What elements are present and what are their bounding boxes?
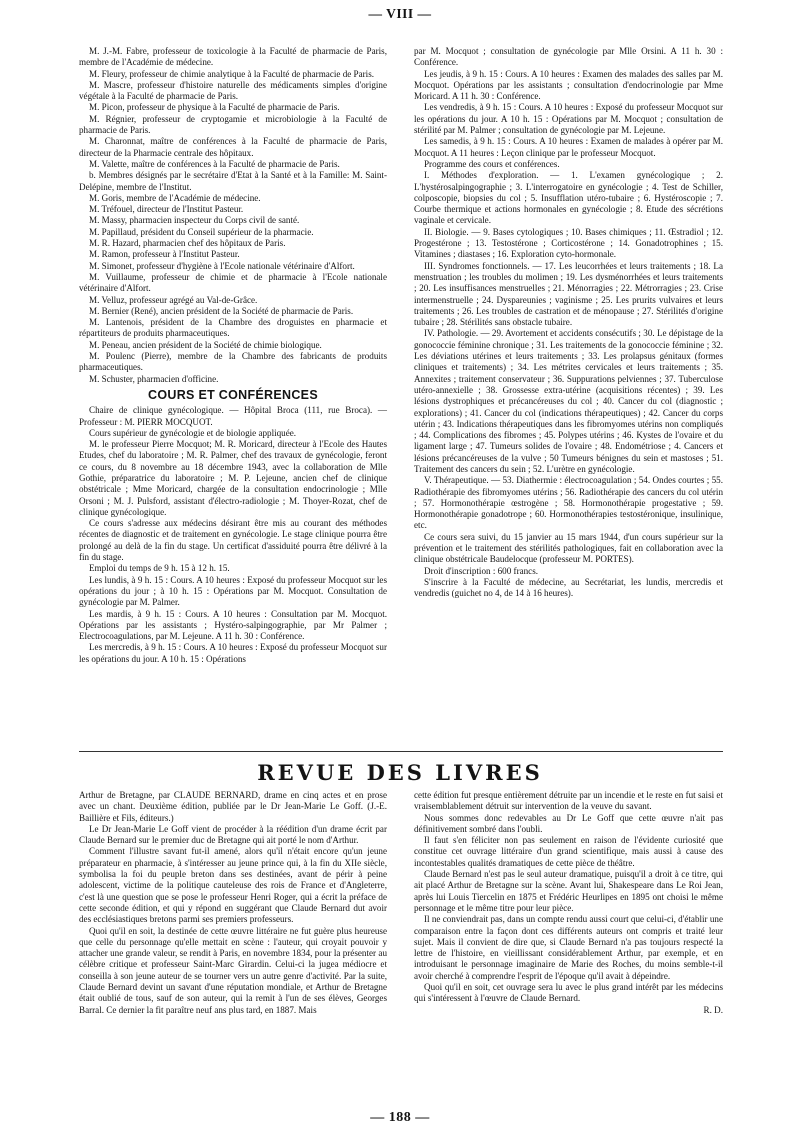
paragraph: M. Fleury, professeur de chimie analytique à la Faculté de pharmacie de Paris. [89,68,375,79]
paragraph: M. Bernier (René), ancien président de la Société de pharmacie de Paris. [89,305,354,316]
paragraph: Ce cours s'adresse aux médecins désirant être mis au courant des méthodes récentes de diagnostic et de traitement en gynécologie. Le stage clinique pourra être prolongé au delà de la fin du stage. Un certificat d'assiduité pourra être délivré à la fin du stage. [79,518,387,563]
review-left-column [79,790,387,1016]
page-number: — 188 — [370,1110,430,1125]
paragraph: Quoi qu'il en soit, cet ouvrage sera lu avec le plus grand intérêt par les médecins qui s'intéressent à l'œuvre de Claude Bernard. [414,982,723,1004]
paragraph: M. Massy, pharmacien inspecteur du Corps civil de santé. [89,215,300,226]
paragraph: M. Lantenois, président de la Chambre des droguistes en pharmacie et répartiteurs de produits pharmaceutiques. [79,317,387,339]
section-divider [79,751,723,752]
book-citation: Arthur de Bretagne, par CLAUDE BERNARD, drame en cinq actes et en prose avec un chant. Deuxième édition, publiée par le Dr Jean-Marie Le Goff. (J.-E. Baillière et Fils, éditeurs.) [79,790,387,823]
paragraph: Claude Bernard n'est pas le seul auteur dramatique, puisqu'il a droit à ce titre, qui ait placé Arthur de Bretagne sur la scène. Avant lui, Shakespeare dans Le Roi Jean, après lui Louis Tiercelin en 1875 et Frédéric Heurlipes en 1895 ont choisi le même personnage et le même titre pour leur pièce. [414,869,723,913]
paragraph: M. Valette, maître de conférences à la Faculté de pharmacie de Paris. [89,158,340,169]
paragraph: Les lundis, à 9 h. 15 : Cours. A 10 heures : Exposé du professeur Mocquot sur les opérations du jour ; à 10 h. 15 : Opérations par M. Mocquot. Consultation de gynécologie par M. Palmer. [79,574,387,608]
paragraph: II. Biologie. — 9. Bases cytologiques ; 10. Bases chimiques ; 11. Œstradiol ; 12. Progestérone ; 13. Testostérone ; Corticostérone ; 14. Gonadotrophines ; 15. Vitamines ; diastases ; 16. Exploration cyto-hormonale. [414,226,723,260]
paragraph: b. Membres désignés par le secrétaire d'Etat à la Santé et à la Famille: M. Saint-Delépine, membre de l'Institut. [79,170,387,192]
paragraph: M. J.-M. Fabre, professeur de toxicologie à la Faculté de pharmacie de Paris, membre de l'Académie de médecine. [79,46,387,68]
paragraph: M. Peneau, ancien président de la Société de chimie biologique. [89,339,322,350]
page-header-number: — VIII — [368,6,432,21]
paragraph: S'inscrire à la Faculté de médecine, au Secrétariat, les lundis, mercredis et vendredis (guichet no 4, de 14 à 16 heures). [414,576,723,599]
paragraph: Ce cours sera suivi, du 15 janvier au 15 mars 1944, d'un cours supérieur sur la prévention et le traitement des stérilités pathologiques, fait en collaboration avec la clinique obstétricale Baudelocque (professeur M. PORTES). [414,531,723,565]
paragraph: I. Méthodes d'exploration. — 1. L'examen gynécologique ; 2. L'hystérosalpingographie ; 3. L'interrogatoire en gynécologie ; 4. Test de Schiller, colposcopie, biopsies du col ; 5. Insufflation utéro-tubaire ; 6. Hystéroscopie ; 7. Courbe thermique et actions hormonales en gynécologie ; 8. Etude des sécrétions vaginale et cervicale. [414,170,723,226]
courses-text [79,405,387,665]
paragraph: M. Tréfouel, directeur de l'Institut Pasteur. [89,204,244,215]
paragraph: M. Poulenc (Pierre), membre de la Chambre des fabricants de produits pharmaceutiques. [79,351,387,373]
left-column-top [79,46,387,665]
section-heading: COURS ET CONFÉRENCES [148,387,318,402]
review-right-column [414,790,723,1016]
committee-list [79,46,387,385]
review-title: REVUE DES LIVRES [257,760,543,785]
paragraph: IV. Pathologie. — 29. Avortement et accidents consécutifs ; 30. Le dépistage de la gonococcie féminine chronique ; 31. Les traitements de la gonococcie féminine ; 32. Les déviations utérines et leurs traitements ; 33. Les prolapsus génitaux (formes cliniques et traitements) ; 34. Les métrites cervicales et leurs traitements ; 35. Annexites ; traitement conservateur ; 36. Suppurations pelviennes ; 37. Tuberculose utéro-annexielle ; 38. Grossesse extra-utérine (acquisitions récentes) ; 39. Les lésions dystrophiques et précancéreuses du col ; 40. Cancer du col (diagnostic ; explorations) ; 41. Cancer du col (indications thérapeutiques) ; 42. Cancer du corps utérin ; 43. Indications thérapeutiques dans les fibromyomes utérins non compliqués ; 44. Complications des fibromes ; 45. Polypes utérins ; 46. Kystes de l'ovaire et du ligament large ; 47. Tumeurs solides de l'ovaire ; 48. Endométriose ; 4. Cancers et lésions précancéreuses de la vulve ; 50 Tumeurs bénignes du sein et mastoses ; 51. Traitement des cancers du sein ; 52. L'urètre en gynécologie. [414,328,723,474]
paragraph: Les samedis, à 9 h. 15 : Cours. A 10 heures : Examen de malades à opérer par M. Mocquot. A 11 heures : Leçon clinique par le professeur Mocquot. [414,136,723,158]
paragraph: Les vendredis, à 9 h. 15 : Cours. A 10 heures : Exposé du professeur Mocquot sur les opérations du jour. A 10 h. 15 : Opérations par M. Mocquot ; consultation de stérilité par M. Palmer ; consultation de gynécologie par M. Lejeune. [414,102,723,136]
paragraph: M. Régnier, professeur de cryptogamie et microbiologie à la Faculté de pharmacie de Paris. [79,113,387,136]
paragraph: Les jeudis, à 9 h. 15 : Cours. A 10 heures : Examen des malades des salles par M. Mocquot. Opérations par les assistants ; consultation d'endocrinologie par Mme Moricard. A 11 h. 30 : Conférence. [414,68,723,102]
right-column-top [414,46,723,600]
paragraph: III. Syndromes fonctionnels. — 17. Les leucorrhées et leurs traitements ; 18. La menstruation ; les troubles du molimen ; 19. Les dysménorrhées et leurs traitements ; 20. Les insuffisances menstruelles ; 21. Ménorragies ; 22. Métrorragies ; 23. Crise intermenstruelle ; 24. Dyspareunies ; vaginisme ; 25. Les prurits vulvaires et leurs traitements ; 26. Les troubles de castration et de ménopause ; 27. Stérilités d'origine tubaire ; 28. Stérilités sans obstacle tubaire. [414,260,723,328]
paragraph: Nous sommes donc redevables au Dr Le Goff que cette œuvre n'ait pas définitivement sombré dans l'oubli. [414,812,723,834]
paragraph: Il faut s'en féliciter non pas seulement en raison de l'évidente curiosité que constitue cet ouvrage littéraire d'un grand scientifique, mais aussi à cause des incontestables qualités dramatiques de cette pièce de théâtre. [414,835,723,868]
paragraph: M. Ramon, professeur à l'Institut Pasteur. [89,249,240,260]
paragraph: par M. Mocquot ; consultation de gynécologie par Mlle Orsini. A 11 h. 30 : Conférence. [414,46,723,68]
paragraph: Emploi du temps de 9 h. 15 à 12 h. 15. [89,563,230,574]
paragraph: M. Velluz, professeur agrégé au Val-de-Grâce. [89,294,258,305]
paragraph: Programme des cours et conférences. [424,158,560,169]
paragraph: Quoi qu'il en soit, la destinée de cette œuvre littéraire ne fut guère plus heureuse que celle du personnage qu'elle mettait en scène : l'auteur, qui croyait pouvoir y attacher une grande valeur, se rendit à Paris, en novembre 1834, pour la présenter au célèbre critique et professeur Saint-Marc Girardin. Celui-ci la jugea médiocre et conseilla à son jeune auteur de se tourner vers un autre genre d'activité. Par la suite, Claude Bernard devint un savant d'une réputation mondiale, et Arthur de Bretagne était oublié de tous, sauf de son auteur, qui la remit à l'un de ses élèves, Georges Barral. Ce dernier la fit paraître neuf ans plus tard, en 1887. Mais [79,925,387,1015]
paragraph: Droit d'inscription : 600 francs. [424,565,539,576]
paragraph: Le Dr Jean-Marie Le Goff vient de procéder à la réédition d'un drame écrit par Claude Bernard sur le premier duc de Bretagne qui ait porté le nom d'Arthur. [79,823,387,846]
reviewer-signature: R. D. [703,1004,723,1015]
paragraph: M. le professeur Pierre Mocquot; M. R. Moricard, directeur à l'Ecole des Hautes Etudes, chef du laboratoire ; M. R. Palmer, chef des travaux de gynécologie, feront ce cours, du 8 novembre au 18 décembre 1943, avec la collaboration de Mlle Gothie, préparatrice du laboratoire ; M. P. Lejeune, ancien chef de clinique obstétricale ; Mme Moricard, chargée de la consultation endocrinologie ; Mlle Orsoni ; M. J. Pulsford, assistant d'électro-radiologie ; M. Thoyer-Rozat, chef de clinique gynécologique. [79,439,387,517]
paragraph: Comment l'illustre savant fut-il amené, alors qu'il n'était encore qu'un jeune préparateur en pharmacie, à s'intéresser au jeune prince qui, à la fin du XIIe siècle, symbolisa la foi du peuple breton dans ses destinées, avant de périr à peine adolescent, victime de la politique cauteleuse des rois de France et d'Angleterre, c'est là une question que se pose le professeur Henri Roger, qui a écrit la préface de cette seconde édition, et qui y répond en suggérant que Claude Bernard dut avoir des ecclésiastiques bretons parmi ses premiers professeurs. [79,846,387,925]
paragraph: M. Charonnat, maître de conférences à la Faculté de pharmacie de Paris, directeur de la Pharmacie centrale des hôpitaux. [79,136,387,158]
paragraph: M. Schuster, pharmacien d'officine. [89,373,219,384]
paragraph: Les mercredis, à 9 h. 15 : Cours. A 10 heures : Exposé du professeur Mocquot sur les opérations du jour. A 10 h. 15 : Opérations [79,642,387,664]
paragraph: Chaire de clinique gynécologique. — Hôpital Broca (111, rue Broca). — Professeur : M. PIERR MOCQUOT. [79,405,387,427]
paragraph: M. Vuillaume, professeur de chimie et de pharmacie à l'Ecole nationale vétérinaire d'Alfort. [79,271,387,294]
paragraph: V. Thérapeutique. — 53. Diathermie : électrocoagulation ; 54. Ondes courtes ; 55. Radiothérapie des fibromyomes utérins ; 56. Radiothérapie des cancers du col utérin ; 57. Hormonothérapie œstrogène ; 58. Hormonothérapie progestative ; 59. Hormonothérapie gonadotrope ; 60. Hormonothérapies testostéronique, insulinique, etc. [414,475,723,531]
paragraph: M. Simonet, professeur d'hygiène à l'Ecole nationale vétérinaire d'Alfort. [89,260,355,271]
paragraph: Les mardis, à 9 h. 15 : Cours. A 10 heures : Consultation par M. Mocquot. Opérations par les assistants ; Hystéro-salpingographie, par Mr Palmer ; Electrocoagulations, par M. Lejeune. A 11 h. 30 : Conférence. [79,608,387,642]
paragraph: Cours supérieur de gynécologie et de biologie appliquée. [89,427,297,438]
paragraph: Il ne conviendrait pas, dans un compte rendu aussi court que celui-ci, d'établir une comparaison entre la façon dont ces différents auteurs ont compris et traité leur sujet. Mais il convient de dire que, si Claude Bernard n'a pas toujours respecté la lettre de l'histoire, en vieillissant considérablement Arthur, par exemple, et en introduisant le personnage imaginaire de Marie des Roches, du moins semble-t-il avoir cherché à comprendre l'esprit de l'époque qu'il avait à dépeindre. [414,914,723,981]
paragraph: M. Mascre, professeur d'histoire naturelle des médicaments simples d'origine végétale à la Faculté de pharmacie de Paris. [79,79,387,102]
paragraph: M. Papillaud, président du Conseil supérieur de la pharmacie. [89,226,314,237]
paragraph: M. Picon, professeur de physique à la Faculté de pharmacie de Paris. [89,102,340,113]
paragraph: M. R. Hazard, pharmacien chef des hôpitaux de Paris. [89,238,286,249]
paragraph: cette édition fut presque entièrement détruite par un incendie et le reste en fut saisi et vraisemblablement détruit sur intervention de la veuve du savant. [414,790,723,812]
paragraph: M. Goris, membre de l'Académie de médecine. [89,192,261,203]
